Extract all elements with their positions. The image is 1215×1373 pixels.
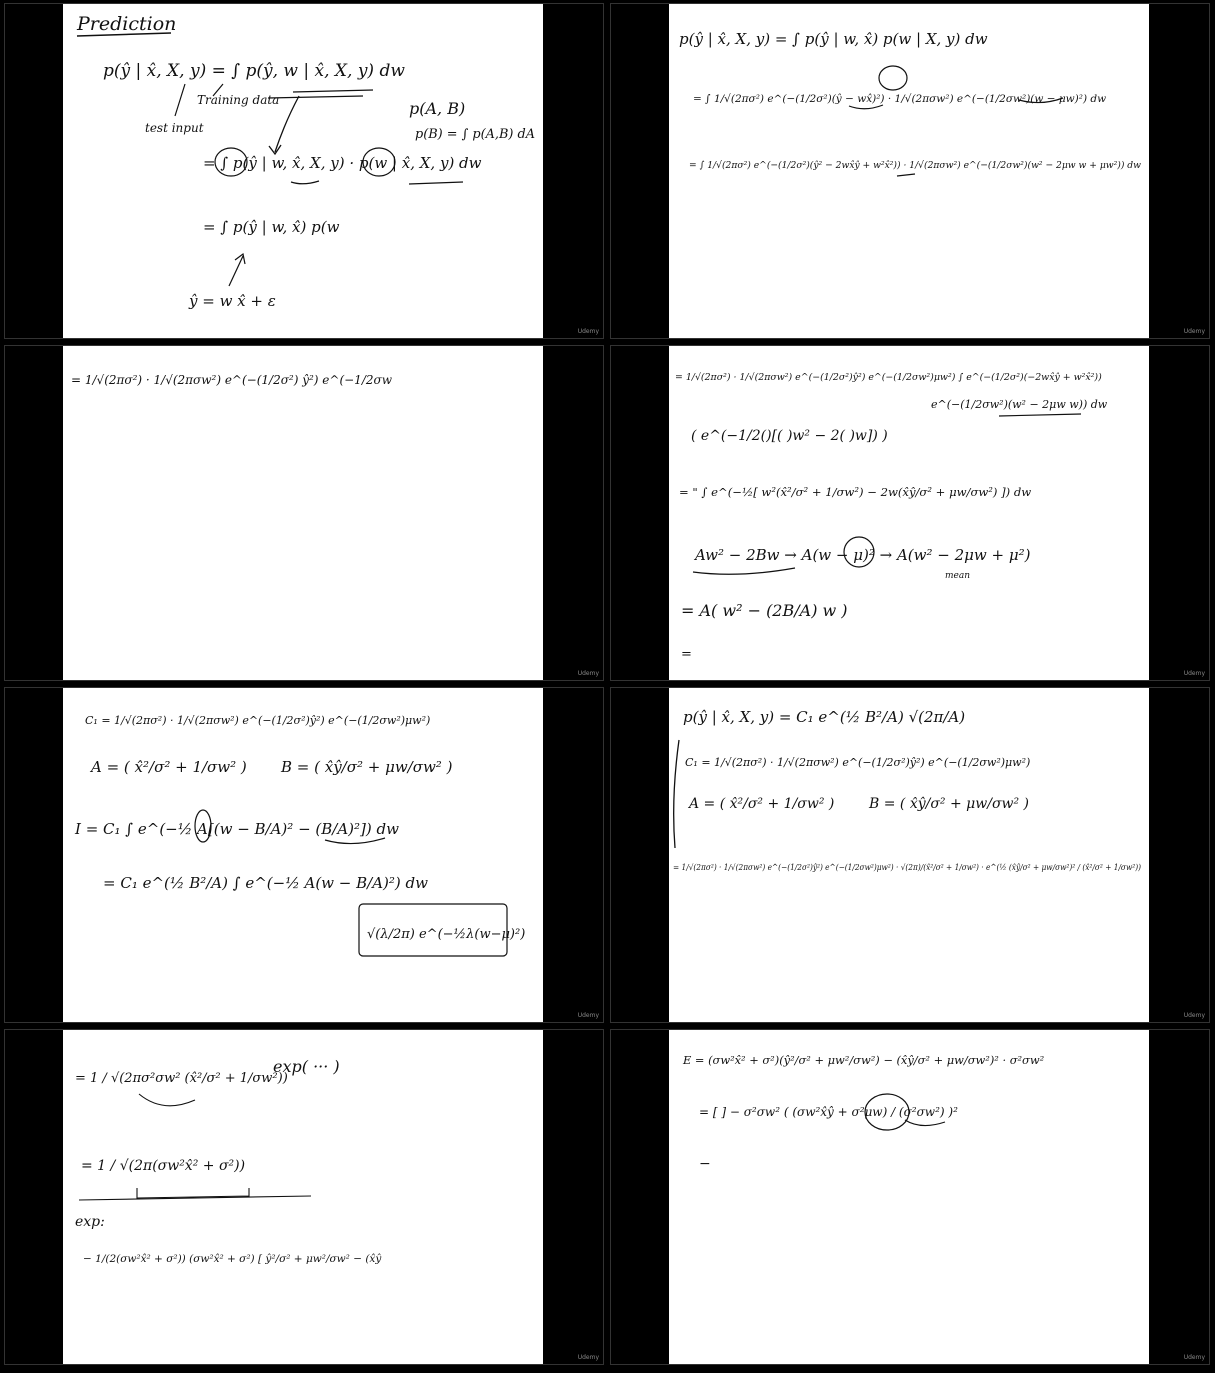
- slide-4-line-5: Aw² − 2Bw → A(w − μ)² → A(w² − 2μw + μ²): [695, 546, 1031, 564]
- slide-4-line-7: = A( w² − (2B/A) w ): [681, 601, 848, 620]
- slide-3-line-1: = 1/√(2πσ²) · 1/√(2πσw²) e^(−(1/2σ²) ŷ²) e^(−1/2σw: [71, 373, 392, 387]
- slide-5-line-4: I = C₁ ∫ e^(−½ A[(w − B/A)² − (B/A)²]) dw: [75, 820, 399, 838]
- watermark: Udemy: [1183, 1012, 1205, 1019]
- slide-canvas-5: [63, 688, 543, 1022]
- watermark: Udemy: [577, 328, 599, 335]
- slide-5-line-5: = C₁ e^(½ B²/A) ∫ e^(−½ A(w − B/A)²) dw: [103, 874, 428, 892]
- slide-4-line-1: = 1/√(2πσ²) · 1/√(2πσw²) e^(−(1/2σ²)ŷ²) e^(−(1/2σw²)μw²) ∫ e^(−(1/2σ²)(−2wx̂ŷ + w²x̂²)): [675, 372, 1102, 383]
- slide-6-line-4: B = ( x̂ŷ/σ² + μw/σw² ): [869, 796, 1030, 812]
- slide-panel-1: [5, 4, 603, 338]
- slide-8-line-2: = [ ] − σ²σw² ( (σw²x̂ŷ + σ²μw) / (σ²σw²) )²: [699, 1105, 958, 1119]
- slide-2-line-3: = ∫ 1/√(2πσ²) e^(−(1/2σ²)(ŷ² − 2wx̂ŷ + w²x̂²)) · 1/√(2πσw²) e^(−(1/2σw²)(w² − 2μw w + μw²)) dw: [689, 160, 1142, 171]
- slide-1-line-4: p(A, B): [409, 99, 466, 118]
- slide-5-line-2: A = ( x̂²/σ² + 1/σw² ): [91, 758, 247, 776]
- slide-panel-2: [611, 4, 1209, 338]
- slide-7-line-3: = 1 / √(2π(σw²x̂² + σ²)): [81, 1158, 246, 1174]
- slide-7-line-1: = 1 / √(2πσ²σw² (x̂²/σ² + 1/σw²)): [75, 1071, 288, 1086]
- slide-panel-5: [5, 688, 603, 1022]
- slide-1-line-5: p(B) = ∫ p(A,B) dA: [415, 127, 535, 142]
- slide-5-line-6: √(λ/2π) e^(−½λ(w−μ)²): [367, 927, 526, 942]
- slide-4-line-8: =: [681, 647, 692, 662]
- slide-7-line-5: − 1/(2(σw²x̂² + σ²)) (σw²x̂² + σ²) [ ŷ²/σ² + μw²/σw² − (x̂ŷ: [83, 1253, 382, 1265]
- slide-canvas-3: [63, 346, 543, 680]
- slide-7-line-2: exp( ··· ): [273, 1057, 340, 1076]
- slide-canvas-7: [63, 1030, 543, 1364]
- slide-6-line-3: A = ( x̂²/σ² + 1/σw² ): [689, 796, 835, 812]
- slide-4-line-3: ( e^(−1/2()[( )w² − 2( )w]) ): [691, 428, 888, 444]
- watermark: Udemy: [577, 670, 599, 677]
- watermark: Udemy: [1183, 670, 1205, 677]
- slide-2-line-1: p(ŷ | x̂, X, y) = ∫ p(ŷ | w, x̂) p(w | X, y) dw: [679, 30, 988, 48]
- watermark: Udemy: [1183, 1354, 1205, 1361]
- slide-canvas-4: [669, 346, 1149, 680]
- slide-panel-3: [5, 346, 603, 680]
- slide-1-line-7: = ∫ p(ŷ | w, x̂) p(w: [203, 218, 340, 236]
- slide-6-line-2: C₁ = 1/√(2πσ²) · 1/√(2πσw²) e^(−(1/2σ²)ŷ²) e^(−(1/2σw²)μw²): [685, 756, 1031, 769]
- slide-panel-6: [611, 688, 1209, 1022]
- slide-1-heading: Prediction: [77, 13, 177, 35]
- watermark: Udemy: [577, 1012, 599, 1019]
- slide-1-line-6: = ∫ p(ŷ | w, x̂, X, y) · p(w | x̂, X, y) dw: [203, 154, 482, 172]
- slide-5-line-1: C₁ = 1/√(2πσ²) · 1/√(2πσw²) e^(−(1/2σ²)ŷ²) e^(−(1/2σw²)μw²): [85, 714, 431, 727]
- slide-1-line-3: Training data: [197, 93, 280, 107]
- slide-4-line-6: mean: [945, 571, 971, 581]
- slide-1-line-2: test input: [145, 121, 204, 135]
- slide-6-line-5: = 1/√(2πσ²) · 1/√(2πσw²) e^(−(1/2σ²)ŷ²) e^(−(1/2σw²)μw²) · √(2π)/(x̂²/σ² + 1/σw²) · e^(½ (x̂ŷ/σ² + μw/σw²)² / (x̂²/σ² + 1/σw²)): [673, 863, 1141, 872]
- slide-canvas-6: [669, 688, 1149, 1022]
- slide-5-line-3: B = ( x̂ŷ/σ² + μw/σw² ): [281, 758, 453, 776]
- slide-8-line-1: E = (σw²x̂² + σ²)(ŷ²/σ² + μw²/σw²) − (x̂ŷ/σ² + μw/σw²)² · σ²σw²: [683, 1053, 1045, 1067]
- slide-canvas-1: [63, 4, 543, 338]
- slide-panel-4: [611, 346, 1209, 680]
- watermark: Udemy: [577, 1354, 599, 1361]
- slide-4-line-4: = " ∫ e^(−½[ w²(x̂²/σ² + 1/σw²) − 2w(x̂ŷ/σ² + μw/σw²) ]) dw: [679, 485, 1032, 499]
- slide-1-line-1: p(ŷ | x̂, X, y) = ∫ p(ŷ, w | x̂, X, y) dw: [103, 61, 405, 81]
- slide-panel-8: [611, 1030, 1209, 1364]
- watermark: Udemy: [1183, 328, 1205, 335]
- slide-1-line-8: ŷ = w x̂ + ε: [189, 292, 276, 310]
- slide-canvas-8: [669, 1030, 1149, 1364]
- slide-panel-7: [5, 1030, 603, 1364]
- slide-2-line-2: = ∫ 1/√(2πσ²) e^(−(1/2σ²)(ŷ − wx̂)²) · 1/√(2πσw²) e^(−(1/2σw²)(w − μw)²) dw: [693, 93, 1107, 105]
- slide-canvas-2: [669, 4, 1149, 338]
- slide-4-line-2: e^(−(1/2σw²)(w² − 2μw w)) dw: [931, 398, 1108, 411]
- slide-7-line-4: exp:: [75, 1214, 105, 1230]
- slide-8-line-3: −: [699, 1156, 711, 1172]
- slide-6-line-1: p(ŷ | x̂, X, y) = C₁ e^(½ B²/A) √(2π/A): [683, 708, 966, 726]
